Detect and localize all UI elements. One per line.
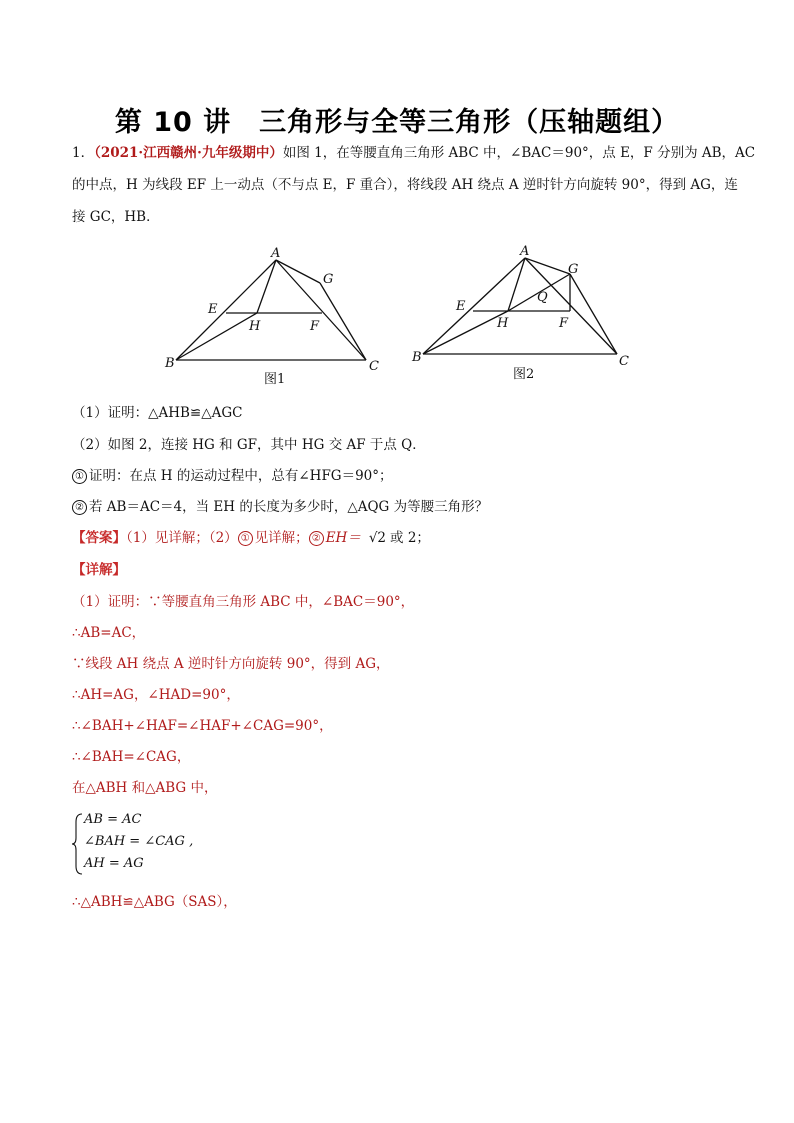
label-a: A [520, 244, 530, 259]
detail-line-1: （1）证明：∵等腰直角三角形 ABC 中，∠BAC＝90°， [72, 594, 415, 610]
answer-tag: 【答案】 [72, 530, 126, 546]
mark-circled-1: ① [72, 469, 87, 484]
label-b: B [412, 350, 422, 365]
problem-line-2: 的中点，H 为线段 EF 上一动点（不与点 E，F 重合），将线段 AH 绕点 A 逆时针方向旋转 90°，得到 AG，连 [72, 177, 738, 193]
figure-1 [160, 240, 390, 390]
segment-ac [276, 260, 366, 360]
label-e: E [208, 302, 218, 317]
label-h: H [497, 316, 509, 331]
label-a: A [271, 246, 281, 261]
label-g: G [323, 272, 334, 287]
answer-line: 【答案】（1）见详解；（2） ① 见详解； ② EH＝ √2 或 2； [72, 530, 430, 546]
detail-line-4: ∴AH=AG，∠HAD=90°， [72, 687, 240, 703]
segment-ag [525, 258, 570, 274]
detail-line-3: ∵线段 AH 绕点 A 逆时针方向旋转 90°，得到 AG， [72, 656, 390, 672]
segment-bh [423, 311, 508, 354]
detail-line-5: ∴∠BAH+∠HAF=∠HAF+∠CAG=90°， [72, 718, 333, 734]
problem-line-1 [72, 143, 756, 163]
problem-text-1: 如图 1，在等腰直角三角形 ABC 中，∠BAC＝90°，点 E，F 分别为 AB，AC [282, 145, 756, 161]
page-title: 第 10 讲 三角形与全等三角形（压轴题组） [114, 107, 680, 138]
label-f: F [310, 319, 320, 334]
segment-gc [570, 274, 617, 354]
question-1: （1）证明：△AHB≌△AGC [72, 405, 243, 421]
label-e: E [456, 299, 466, 314]
answer-sqrt: √2 [368, 530, 387, 546]
detail-conclusion: ∴△ABH≌△ABG（SAS）， [72, 894, 237, 910]
answer-mark-1: ① [238, 531, 253, 546]
problem-source: （2021·江西赣州·九年级期中） [94, 145, 283, 161]
detail-line-6: ∴∠BAH=∠CAG， [72, 749, 191, 765]
label-c: C [619, 354, 629, 369]
label-f: F [559, 316, 569, 331]
label-c: C [369, 359, 379, 374]
detail-tag: 【详解】 [72, 562, 126, 578]
label-b: B [165, 356, 175, 371]
segment-ah [257, 260, 276, 313]
system-line-2: ∠BAH = ∠CAG , [84, 834, 194, 849]
equation-system [72, 812, 272, 876]
system-line-1: AB = AC [84, 812, 142, 827]
figure-1-caption: 图1 [264, 372, 286, 387]
label-h: H [249, 319, 261, 334]
figure-2 [405, 238, 635, 388]
segment-ag [276, 260, 320, 283]
problem-line-3: 接 GC，HB． [72, 209, 160, 225]
question-2-1: ① 证明：在点 H 的运动过程中，总有∠HFG＝90°； [72, 466, 732, 486]
label-g: G [568, 262, 579, 277]
detail-line-2: ∴AB=AC， [72, 625, 146, 641]
segment-gc [320, 283, 366, 360]
left-brace [72, 812, 84, 876]
system-line-3: AH = AG [84, 856, 144, 871]
answer-mark-2: ② [309, 531, 324, 546]
question-2: （2）如图 2，连接 HG 和 GF，其中 HG 交 AF 于点 Q． [72, 437, 426, 453]
mark-circled-2: ② [72, 500, 87, 515]
question-2-2: ② 若 AB＝AC＝4，当 EH 的长度为多少时，△AQG 为等腰三角形？ [72, 497, 732, 517]
figure-2-caption: 图2 [513, 367, 535, 382]
detail-line-7: 在△ABH 和△ABG 中， [72, 780, 218, 796]
segment-ab [176, 260, 276, 360]
problem-number: 1． [72, 145, 95, 161]
label-q: Q [537, 290, 548, 305]
